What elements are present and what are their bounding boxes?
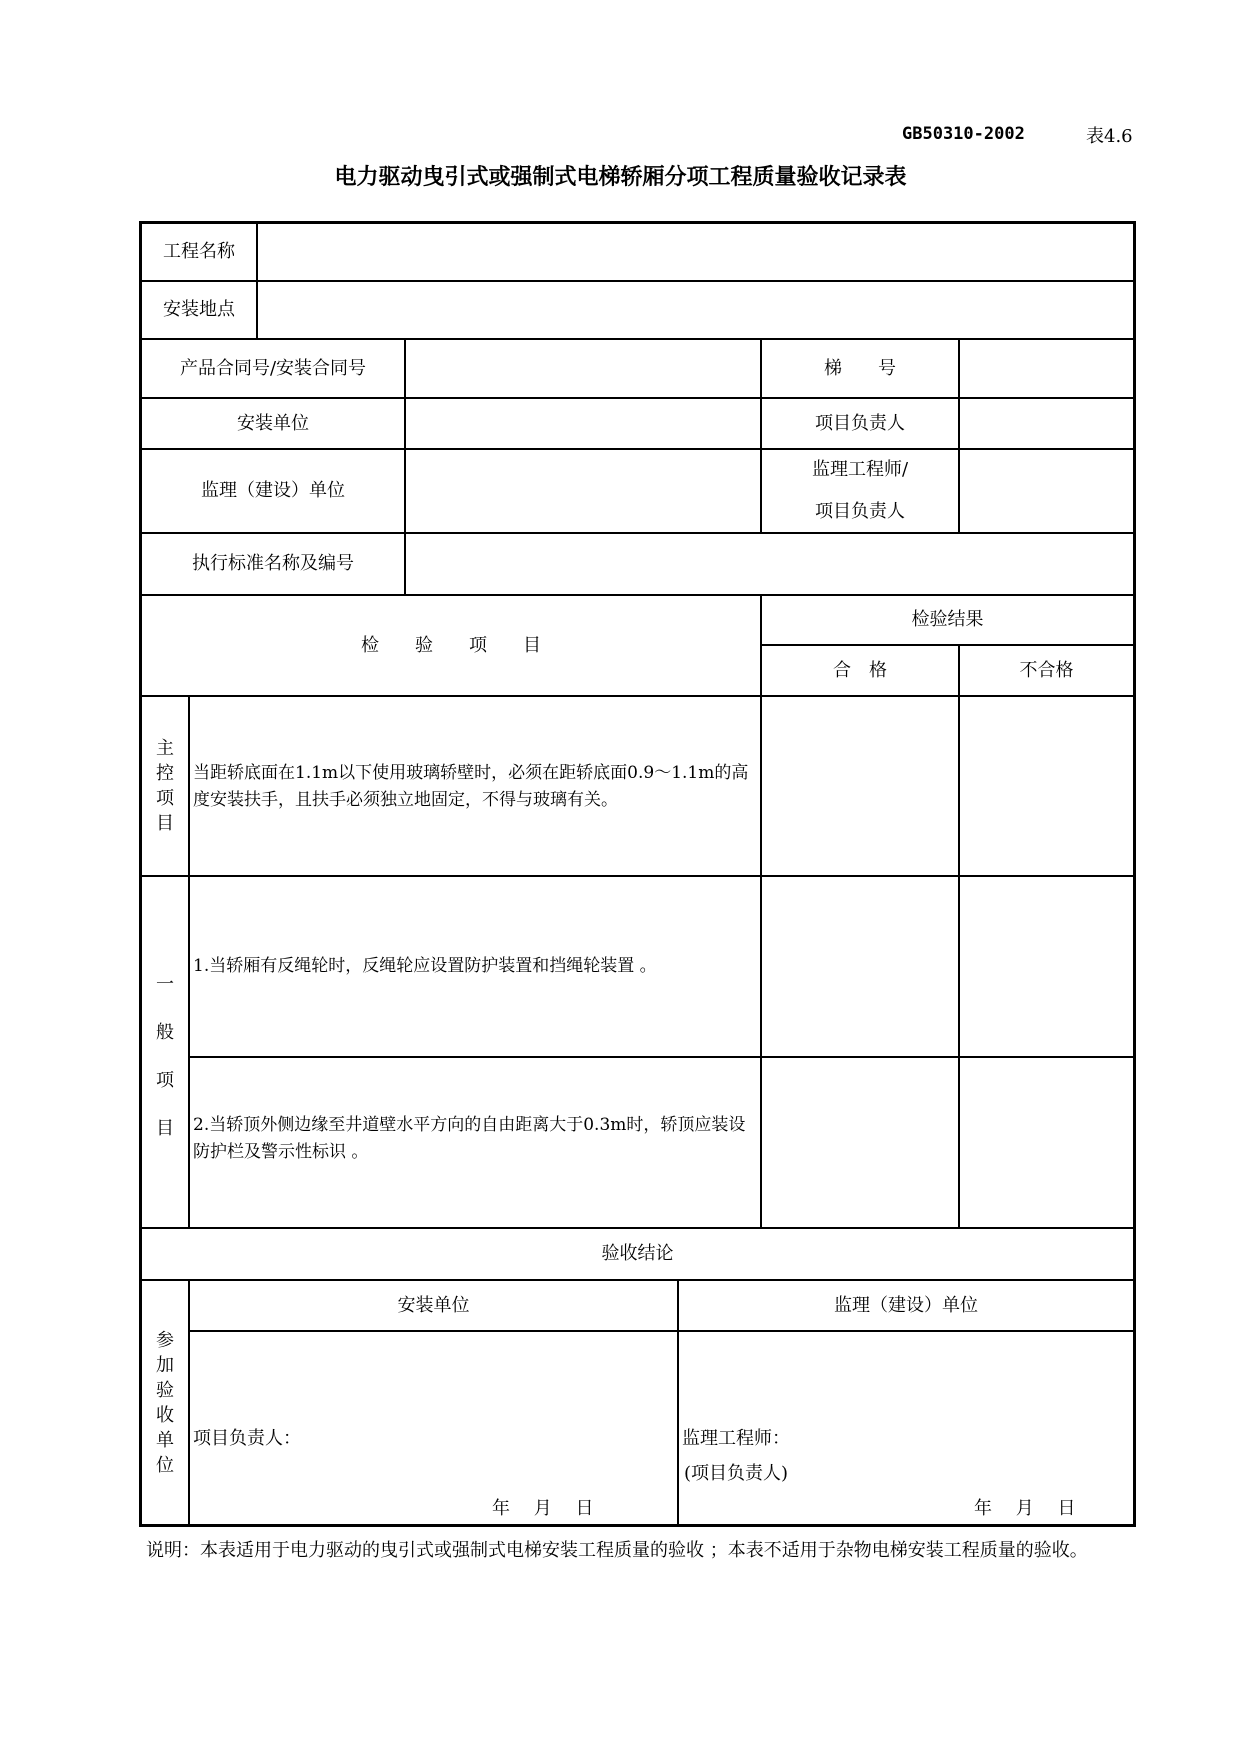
- participants-label: [142, 1281, 188, 1524]
- participants-char: 单: [156, 1429, 174, 1451]
- supervision-signer-sub: (项目负责人): [684, 1463, 789, 1484]
- table-number: 表4.6: [1086, 126, 1133, 147]
- supervision-signer-label: 监理工程师：: [682, 1428, 790, 1449]
- rule: [958, 644, 960, 1228]
- participants-char: 位: [156, 1454, 174, 1476]
- supervision-sign-date: 年 月 日: [974, 1498, 1076, 1519]
- participants-char: 加: [156, 1354, 174, 1376]
- rule: [404, 338, 406, 596]
- main-control-char: 控: [156, 763, 174, 784]
- general-item-2: 2.当轿顶外侧边缘至井道壁水平方向的自由距离大于0.3m时，轿顶应装设防护栏及警示性标识 。: [193, 1115, 746, 1162]
- inspection-result-header: 检验结果: [911, 609, 984, 630]
- general-char: 般: [156, 1022, 174, 1043]
- supervising-engineer-line-2: 项目负责人: [815, 501, 905, 522]
- install-signer-label: 项目负责人：: [193, 1428, 301, 1449]
- main-control-char: 主: [156, 738, 174, 759]
- general-item-1: 1.当轿厢有反绳轮时，反绳轮应设置防护装置和挡绳轮装置 。: [193, 956, 657, 976]
- main-control-char: 目: [156, 813, 174, 834]
- supervising-engineer-label: [762, 450, 958, 532]
- project-name-label: 工程名称: [163, 241, 235, 262]
- main-control-char: 项: [156, 788, 174, 809]
- project-manager-label: 项目负责人: [815, 412, 905, 434]
- contract-no-label: 产品合同号/安装合同号: [179, 357, 367, 379]
- participants-char: 验: [156, 1379, 174, 1401]
- install-sign-date: 年 月 日: [492, 1498, 594, 1519]
- participants-char: 收: [156, 1404, 174, 1426]
- footnote: 说明：本表适用于电力驱动的曳引式或强制式电梯安装工程质量的验收 ；本表不适用于杂物电梯安装工程质量的验收。: [146, 1540, 1088, 1561]
- elevator-no-label: 梯 号: [824, 357, 896, 379]
- inspection-items-header: 检 验 项 目: [361, 634, 541, 656]
- supervision-unit-label: 监理（建设）单位: [201, 480, 345, 501]
- rule: [958, 338, 960, 533]
- general-char: 项: [156, 1070, 174, 1091]
- install-unit-label: 安装单位: [237, 412, 309, 434]
- rule: [142, 695, 1133, 697]
- supervision-unit-header: 监理（建设）单位: [834, 1294, 978, 1316]
- supervising-engineer-line-1: 监理工程师/: [811, 459, 909, 480]
- general-char: 目: [156, 1118, 174, 1139]
- general-char: 一: [156, 974, 174, 995]
- rule: [142, 280, 1133, 282]
- pass-header: 合 格: [833, 659, 887, 681]
- standard-code: GB50310-2002: [902, 124, 1025, 144]
- participants-char: 参: [156, 1329, 174, 1351]
- rule: [142, 875, 1133, 877]
- main-control-item: 当距轿底面在1.1m以下使用玻璃轿壁时，必须在距轿底面0.9～1.1m的高度安装扶手，且扶手必须独立地固定，不得与玻璃有关。: [193, 763, 749, 810]
- form-title: 电力驱动曳引式或强制式电梯轿厢分项工程质量验收记录表: [334, 165, 907, 190]
- inspection-form: [139, 221, 1136, 1527]
- standard-label: 执行标准名称及编号: [192, 553, 354, 574]
- rule: [188, 1330, 1133, 1332]
- install-unit-header: 安装单位: [397, 1294, 470, 1316]
- main-control-label: [142, 697, 188, 875]
- install-location-label: 安装地点: [163, 299, 235, 320]
- rule: [256, 224, 258, 339]
- conclusion-label: 验收结论: [601, 1243, 674, 1264]
- fail-header: 不合格: [1019, 659, 1074, 681]
- rule: [188, 1056, 1133, 1058]
- general-label: [142, 877, 188, 1227]
- rule: [188, 695, 190, 1228]
